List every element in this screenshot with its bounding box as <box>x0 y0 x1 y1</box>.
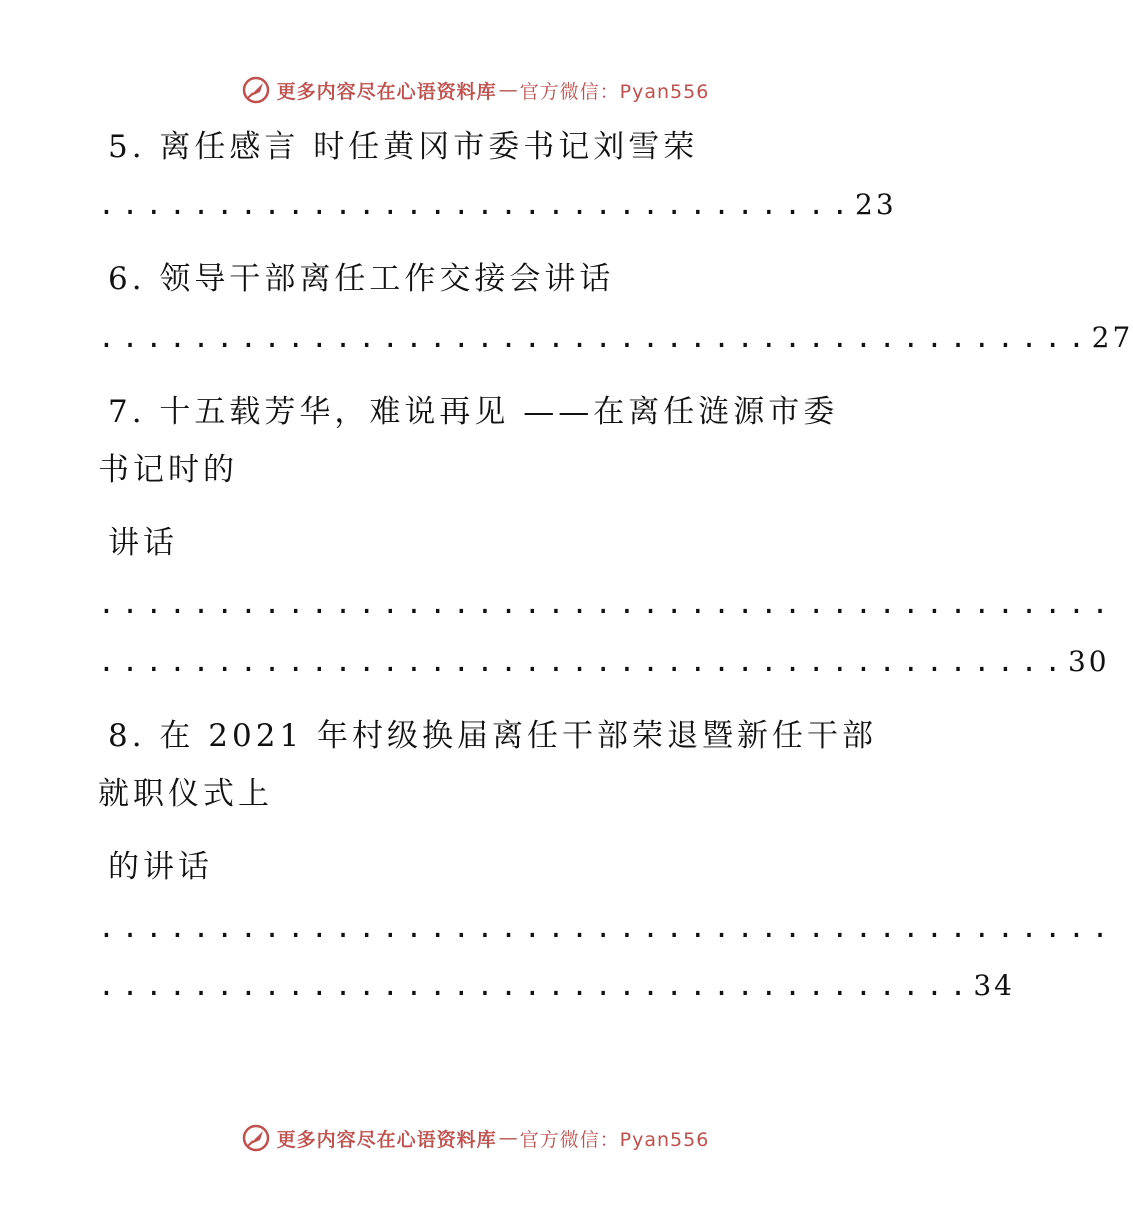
watermark-wechat: 官方微信：Pyan556 <box>519 80 710 103</box>
watermark-header <box>0 70 950 110</box>
toc-entry-8-title-line-2: 就职仪式上 <box>98 776 273 812</box>
toc-entry-7-title-line-3: 讲话 <box>108 525 178 561</box>
watermark-footer <box>0 1118 950 1158</box>
toc-entry-5-leader <box>98 185 897 225</box>
toc-entry-5-page: 23 <box>855 188 897 221</box>
watermark-brand: 更多内容尽在心语资料库 <box>276 80 497 103</box>
watermark-wechat: 官方微信：Pyan556 <box>519 1128 710 1151</box>
toc-entry-8-title-line-1: 8. 在 2021 年村级换届离任干部荣退暨新任干部 <box>108 718 878 754</box>
leader-dots: ................................ <box>98 188 856 221</box>
toc-entry-6-leader <box>98 318 1133 358</box>
toc-entry-8-leader-1: ........................................... <box>98 911 1116 944</box>
toc-entry-8-page: 34 <box>973 969 1015 1002</box>
toc-entry-8-leader-2 <box>98 966 1015 1006</box>
toc-entry-6-title: 6. 领导干部离任工作交接会讲话 <box>108 261 615 297</box>
leader-dots: .......................................... <box>98 321 1092 354</box>
quill-logo-icon <box>241 1123 271 1153</box>
leader-dots: ..................................... <box>98 969 974 1002</box>
toc-entry-8-title-line-3: 的讲话 <box>108 849 213 885</box>
watermark-brand: 更多内容尽在心语资料库 <box>276 1128 497 1151</box>
toc-entry-7-title-line-2: 书记时的 <box>98 452 238 488</box>
toc-entry-7-leader-2 <box>98 642 1110 682</box>
toc-entry-6-page: 27 <box>1091 321 1133 354</box>
quill-logo-icon <box>241 75 271 105</box>
toc-entry-5-title: 5. 离任感言 时任黄冈市委书记刘雪荣 <box>108 129 699 165</box>
leader-dots: ......................................... <box>98 645 1068 678</box>
watermark-separator: — <box>498 1127 518 1149</box>
toc-entry-7-leader-1: ........................................... <box>98 587 1116 620</box>
toc-entry-7-title-line-1: 7. 十五载芳华，难说再见 ——在离任涟源市委 <box>108 394 839 430</box>
watermark-separator: — <box>498 79 518 101</box>
toc-entry-7-page: 30 <box>1067 645 1110 678</box>
